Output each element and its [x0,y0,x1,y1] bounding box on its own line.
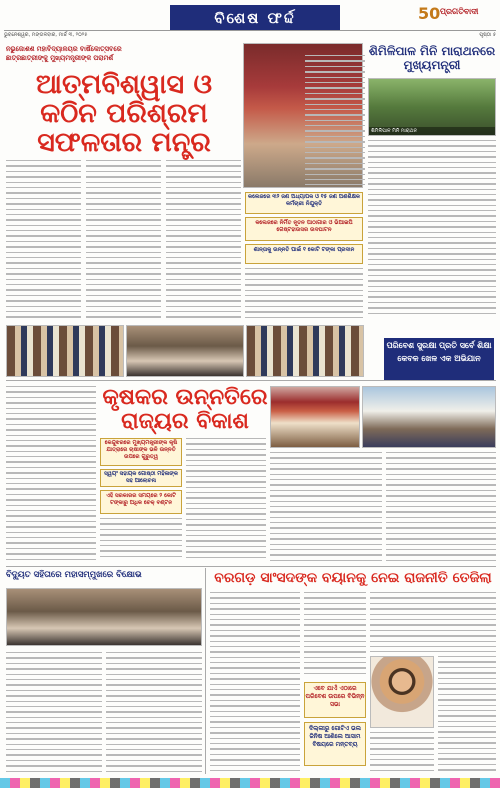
bottom-right-headline: ବରଗଡ଼ ସାଂସଦଙ୍କ ବୟାନକୁ ନେଇ ରାଜନୀତି ତେଜିଲା [214,570,492,586]
photo-cm-lamp [270,386,360,448]
second-body-col-1 [6,386,96,561]
second-body-col-4 [270,452,382,562]
bottom-left-headline: ବିଦ୍ୟୁତ ସହିତାରେ ମହାସମ୍ମୁଖରେ ବିକ୍ଷୋଭ [6,570,142,580]
sidebar-headline-box: ପରିବେଶ ସୁରକ୍ଷା ପ୍ରତି ସର୍ବେ ଶିକ୍ଷା କେବଳ ଖେଳ ଏକ ଅଭିଯାନ [384,338,494,380]
registration-color-bar [0,778,500,788]
highlight-box-2: କଲେଜରେ ନିର୍ମିତ ନୂତନ ପାଠାଗାର ଓ ଭିଆଇପି ଗେଷ୍ଟହାଉସର ଉଦଘାଟନ [245,217,363,241]
bottom-right-col-5 [370,732,434,774]
bottom-left-col-1 [6,652,102,774]
photo-felicitation [6,325,124,377]
second-box-1: କେନ୍ଦୁଝରରେ ମୁଖ୍ୟମନ୍ତ୍ରୀଙ୍କ କୃଷି ଯାତ୍ରାରେ ଚାଷୀଙ୍କ ଭଳି ଉନ୍ନତି ଉପରେ ଗୁରୁତ୍ୱ [100,438,182,466]
photo-marathon [368,78,496,136]
page-number: ପୃଷ୍ଠା ୫ [479,32,496,38]
lead-body-col-1 [6,160,81,320]
divider-vertical [205,568,206,774]
kicker-line-1: ନଭୁଜୋଶଶ ମହାବିଦ୍ୟାଳୟର ବାର୍ଷିକୋତ୍ସବରେ [6,45,122,53]
photo-audience-2 [246,325,364,377]
right-top-body [368,140,496,318]
second-body-col-5 [386,452,496,562]
lead-headline: ଆତ୍ମବିଶ୍ୱାସ ଓ କଠିନ ପରିଶ୍ରମ ସଫଳତାର ମନ୍ତ୍ର [35,69,213,158]
newspaper-logo [418,4,496,26]
highlight-box-1: କଲେଜରେ ୩୨ ଜଣ ଅଧ୍ୟାପକ ଓ ୧୫ ଜଣ ଅଣଶିକ୍ଷକ କର୍ମଚାରୀ ନିଯୁକ୍ତି [245,192,363,214]
lead-body-col-2 [86,160,161,320]
photo-farmers-event [362,386,496,448]
second-box-2: ସ୍ୱୟଂ ସହାୟକ ଗୋଷ୍ଠୀ ମହିଳାଙ୍କ ସହ ଆଲୋଚନା [100,469,182,487]
lead-body-col-3 [166,160,241,320]
dateline-text: ଭୁବନେଶ୍ୱର, ମଙ୍ଗଳବାର, ମାର୍ଚ୍ଚ ୩, ୨୦୨୫ [4,32,88,38]
second-body-col-2 [100,518,182,562]
bottom-right-col-1 [210,592,300,774]
bottom-right-col-3 [370,592,496,652]
masthead [0,0,500,38]
mid-body-text [245,268,363,324]
logo-number: 50 [418,4,441,23]
right-top-headline: ଶିମିଳିପାଳ ମିନି ମାରାଥନରେ ମୁଖ୍ୟମନ୍ତ୍ରୀ [368,44,496,72]
second-headline: କୃଷକର ଉନ୍ନତିରେ ରାଜ୍ୟର ବିକାଶ [102,384,268,434]
mid-col-text [305,55,365,185]
marathon-caption: ଶିମିଳିପାଳ ମିନି ମାରାଥନ [369,127,495,135]
section-title: ବିଶେଷ ଫର୍ଦ୍ଦ [170,5,340,31]
second-box-3: ଏହି ସରକାରର ସମୟରେ ୨ କୋଟି ଟଙ୍କାରୁ ଅଧିକ ଚେକ୍ ବଣ୍ଟନ [100,490,182,514]
divider-2 [6,566,496,567]
bottom-right-col-2 [304,592,366,678]
bottom-quote-box-1: ଏବେ ଯାଏଁ ଏଠାରେ ପରିବେଶ ଉପରେ ବିଭିନ୍ନ ସଭା [304,682,366,718]
bottom-right-col-4 [438,656,496,774]
second-body-col-3 [186,438,266,562]
logo-name: ପ୍ରଗତିବାଦୀ [440,7,479,16]
bottom-quote-box-2: ଦିଲ୍ଲୀରୁ ଗୋଟିଏ ଭଲ ଜିନିଷ ଆଣିଲେ ଆସାମ ବିଷୟରେ ମନ୍ତବ୍ୟ [304,722,366,766]
kicker-line-2: ଛାତ୍ରଛାତ୍ରୀଙ୍କୁ ମୁଖ୍ୟମନ୍ତ୍ରୀଙ୍କ ପରାମର୍ଶ [6,54,114,62]
photo-audience-1 [126,325,244,377]
photo-mp-portrait [370,656,434,728]
bottom-left-col-2 [106,652,202,774]
photo-protest [6,588,202,646]
highlight-box-3: ଶାନ୍ତାକୁ ଉନ୍ନତି ପାଇଁ ୧ କୋଟି ଟଙ୍କା ପ୍ରଦାନ [245,244,363,264]
dateline [4,30,496,40]
divider-1 [6,380,496,381]
lead-kicker [6,45,242,63]
